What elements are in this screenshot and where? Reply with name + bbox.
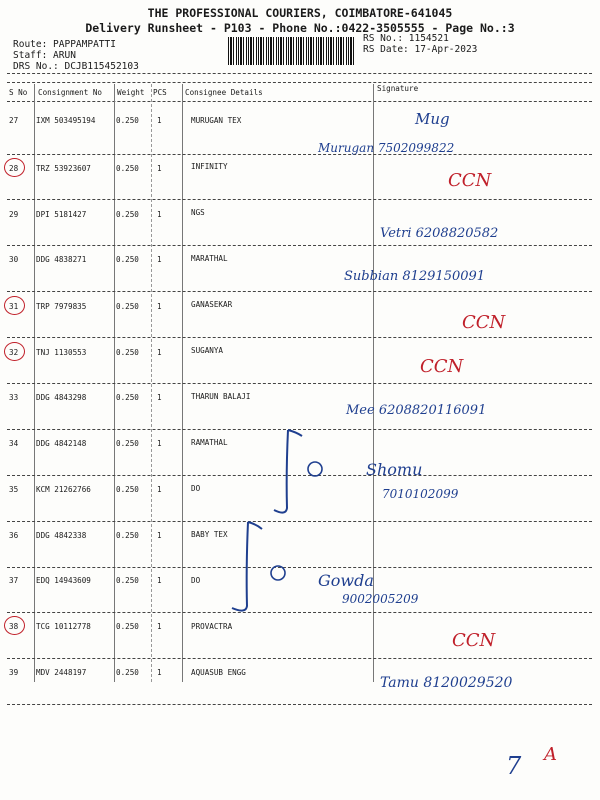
loop-mark [305,459,335,479]
sno: 37 [9,576,19,585]
ccn-mark: CCN [452,630,496,651]
pcs: 1 [157,164,162,173]
pcs: 1 [157,576,162,585]
sno: 28 [9,164,19,173]
sno: 33 [9,393,19,402]
signature-27a: Mug [415,110,450,128]
row-divider [7,521,592,522]
pcs: 1 [157,531,162,540]
signature-39: Tamu 8120029520 [380,675,513,691]
ccn-mark: CCN [448,170,492,191]
company-title: THE PROFESSIONAL COURIERS, COIMBATORE-641045 [147,6,453,20]
consignee: MURUGAN TEX [191,116,242,125]
signature-37a: Gowda [318,571,374,590]
consignee: MARATHAL [191,254,228,263]
weight: 0.250 [116,164,139,173]
sno: 39 [9,668,19,677]
weight: 0.250 [116,116,139,125]
loop-mark [268,563,298,583]
consignment-no: TCG 10112778 [36,622,91,631]
divider [7,73,592,74]
consignee: SUGANYA [191,346,224,355]
header-weight: Weight [117,88,145,97]
consignee: DO [191,484,201,493]
consignment-no: DDG 4842148 [36,439,87,448]
sno: 32 [9,348,19,357]
footer-mark: A [544,744,557,765]
sno: 30 [9,255,19,264]
row-divider [7,567,592,568]
header-signature: Signature [377,84,419,93]
consignment-no: DDG 4838271 [36,255,87,264]
row-divider [7,612,592,613]
row-divider [7,245,592,246]
divider [7,101,592,102]
rs-date: RS Date: 17-Apr-2023 [363,44,478,55]
consignee: PROVACTRA [191,622,233,631]
consignee: INFINITY [191,162,228,171]
consignment-no: DDG 4842338 [36,531,87,540]
consignee: RAMATHAL [191,438,228,447]
pcs: 1 [157,393,162,402]
bracket-stroke [268,428,308,518]
circle-mark [4,296,25,315]
consignee: NGS [191,208,205,217]
row-divider [7,383,592,384]
signature-33: Mee 6208820116091 [346,403,487,418]
row-divider [7,704,592,705]
consignee: GANASEKAR [191,300,233,309]
signature-37b: 9002005209 [342,592,419,606]
weight: 0.250 [116,485,139,494]
weight: 0.250 [116,255,139,264]
consignment-no: EDQ 14943609 [36,576,91,585]
consignment-no: IXM 503495194 [36,116,96,125]
signature-30: Subbian 8129150091 [344,269,486,284]
pcs: 1 [157,485,162,494]
sno: 29 [9,210,19,219]
row-divider [7,337,592,338]
header-sno: S No [9,88,28,97]
pcs: 1 [157,210,162,219]
weight: 0.250 [116,302,139,311]
pcs: 1 [157,668,162,677]
header-pcs: PCS [153,88,167,97]
route-label: Route: PAPPAMPATTI [13,39,116,50]
consignee: BABY TEX [191,530,228,539]
consignment-no: KCM 21262766 [36,485,91,494]
circle-mark [4,158,25,177]
ccn-mark: CCN [420,356,464,377]
sno: 27 [9,116,19,125]
consignment-no: MDV 2448197 [36,668,87,677]
pcs: 1 [157,439,162,448]
signature-35b: 7010102099 [382,487,459,501]
weight: 0.250 [116,348,139,357]
runsheet-title: Delivery Runsheet - P103 - Phone No.:0422-3505555 - Page No.:3 [85,21,515,35]
consignment-no: TNJ 1130553 [36,348,87,357]
sno: 31 [9,302,19,311]
consignment-no: DPI 5181427 [36,210,87,219]
signature-35a: Shomu [366,460,423,479]
staff-label: Staff: ARUN [13,50,76,61]
barcode [228,37,356,65]
sno: 38 [9,622,19,631]
weight: 0.250 [116,439,139,448]
weight: 0.250 [116,531,139,540]
sno: 35 [9,485,19,494]
pcs: 1 [157,348,162,357]
header-consignment: Consignment No [38,88,103,97]
signature-27b: Murugan 7502099822 [318,141,455,155]
drs-number: DRS No.: DCJB115452103 [13,61,139,72]
weight: 0.250 [116,210,139,219]
row-divider [7,658,592,659]
bracket-stroke [226,520,266,616]
pcs: 1 [157,116,162,125]
ccn-mark: CCN [462,312,506,333]
consignment-no: TRZ 53923607 [36,164,91,173]
consignment-no: TRP 7979835 [36,302,87,311]
footer-mark: 7 [506,752,522,780]
row-divider [7,199,592,200]
weight: 0.250 [116,622,139,631]
consignee: THARUN BALAJI [191,392,251,401]
divider [7,82,592,83]
row-divider [7,154,592,155]
sno: 36 [9,531,19,540]
circle-mark [4,342,25,361]
weight: 0.250 [116,668,139,677]
rs-number: RS No.: 1154521 [363,33,449,44]
weight: 0.250 [116,576,139,585]
weight: 0.250 [116,393,139,402]
pcs: 1 [157,302,162,311]
pcs: 1 [157,255,162,264]
consignee: DO [191,576,201,585]
sno: 34 [9,439,19,448]
consignment-no: DDG 4843298 [36,393,87,402]
circle-mark [4,616,25,635]
signature-29: Vetri 6208820582 [380,226,499,241]
row-divider [7,291,592,292]
consignee: AQUASUB ENGG [191,668,246,677]
pcs: 1 [157,622,162,631]
header-consignee: Consignee Details [185,88,263,97]
